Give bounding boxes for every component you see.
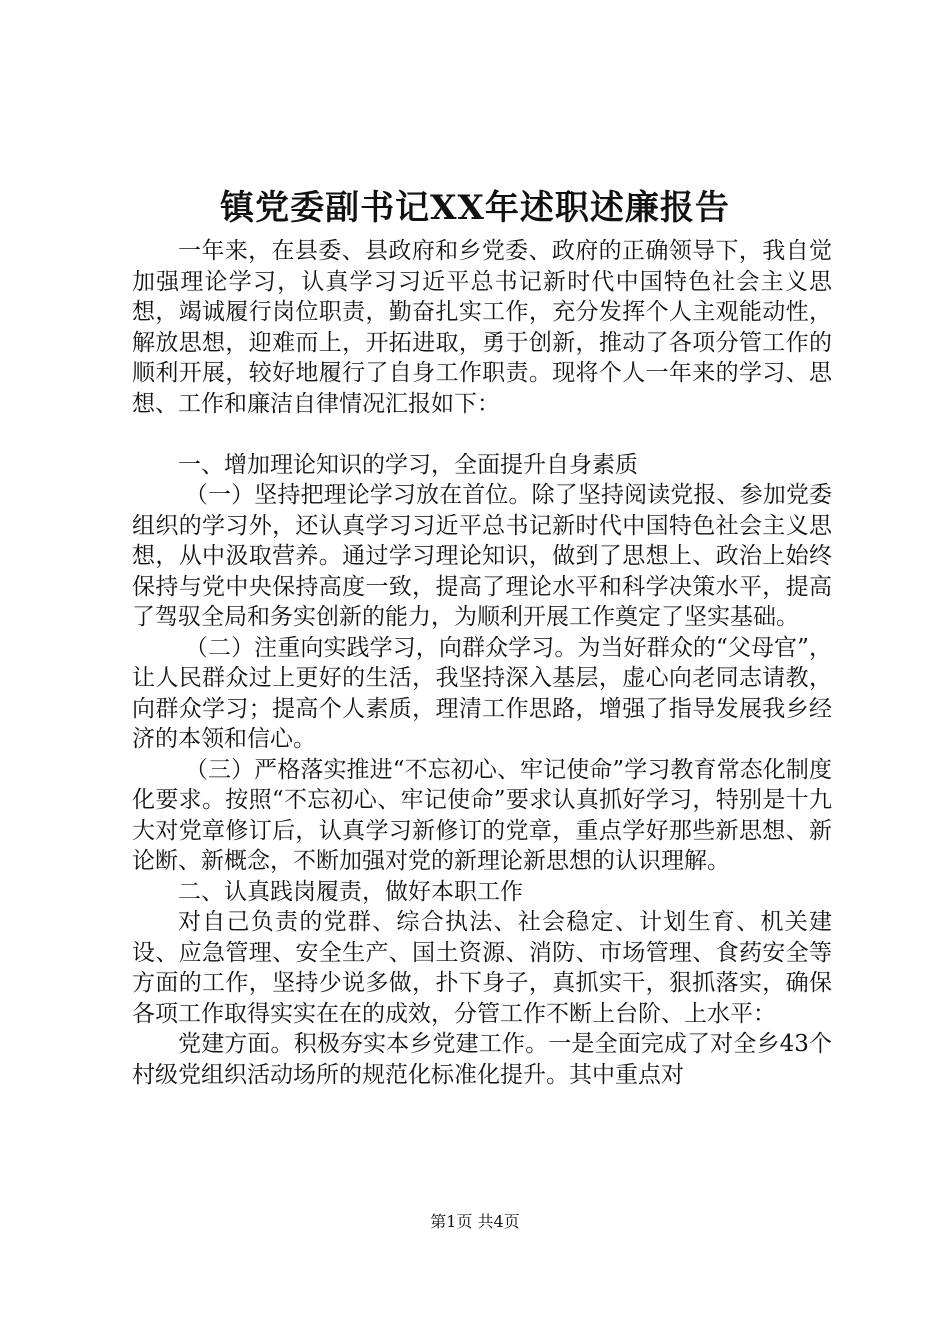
intro-paragraph: 一年来，在县委、县政府和乡党委、政府的正确领导下，我自觉加强理论学习，认真学习习近平总书记新时代中国特色社会主义思想，竭诚履行岗位职责，勤奋扎实工作，充分发挥个人主观能动性，解放思想，迎难而上，开拓进取，勇于创新，推动了各项分管工作的顺利开展，较好地履行了自身工作职责。现将个人一年来的学习、思想、工作和廉洁自律情况汇报如下： bbox=[132, 238, 832, 417]
document-title: 镇党委副书记XX年述职述廉报告 bbox=[220, 188, 730, 228]
paragraph-spacer bbox=[132, 419, 832, 450]
party-building-paragraph: 党建方面。积极夯实本乡党建工作。一是全面完成了对全乡43个村级党组织活动场所的规范化标准化提升。其中重点对 bbox=[132, 1031, 832, 1088]
subsection-3: （三）严格落实推进“不忘初心、牢记使命”学习教育常态化制度化要求。按照“不忘初心、牢记使命”要求认真抓好学习，特别是十九大对党章修订后，认真学习新修订的党章，重点学好那些新思想、新论断、新概念，不断加强对党的新理论新思想的认识理解。 bbox=[132, 756, 832, 874]
section-heading-1: 一、增加理论知识的学习，全面提升自身素质 bbox=[178, 451, 638, 478]
document-body bbox=[132, 236, 832, 1090]
page-footer: 第1页 共4页 bbox=[430, 1212, 520, 1231]
subsection-1: （一）坚持把理论学习放在首位。除了坚持阅读党报、参加党委组织的学习外，还认真学习习近平总书记新时代中国特色社会主义思想，从中汲取营养。通过学习理论知识，做到了思想上、政治上始终保持与党中央保持高度一致，提高了理论水平和科学决策水平，提高了驾驭全局和务实创新的能力，为顺利开展工作奠定了坚实基础。 bbox=[132, 482, 832, 630]
subsection-2: （二）注重向实践学习，向群众学习。为当好群众的“父母官”，让人民群众过上更好的生活，我坚持深入基层，虚心向老同志请教，向群众学习；提高个人素质，理清工作思路，增强了指导发展我乡经济的本领和信心。 bbox=[132, 634, 832, 752]
section-heading-2: 二、认真践岗履责，做好本职工作 bbox=[178, 878, 523, 905]
duties-paragraph: 对自己负责的党群、综合执法、社会稳定、计划生育、机关建设、应急管理、安全生产、国土资源、消防、市场管理、食药安全等方面的工作，坚持少说多做，扑下身子，真抓实干，狠抓落实，确保各项工作取得实实在在的成效，分管工作不断上台阶、上水平： bbox=[132, 909, 832, 1027]
